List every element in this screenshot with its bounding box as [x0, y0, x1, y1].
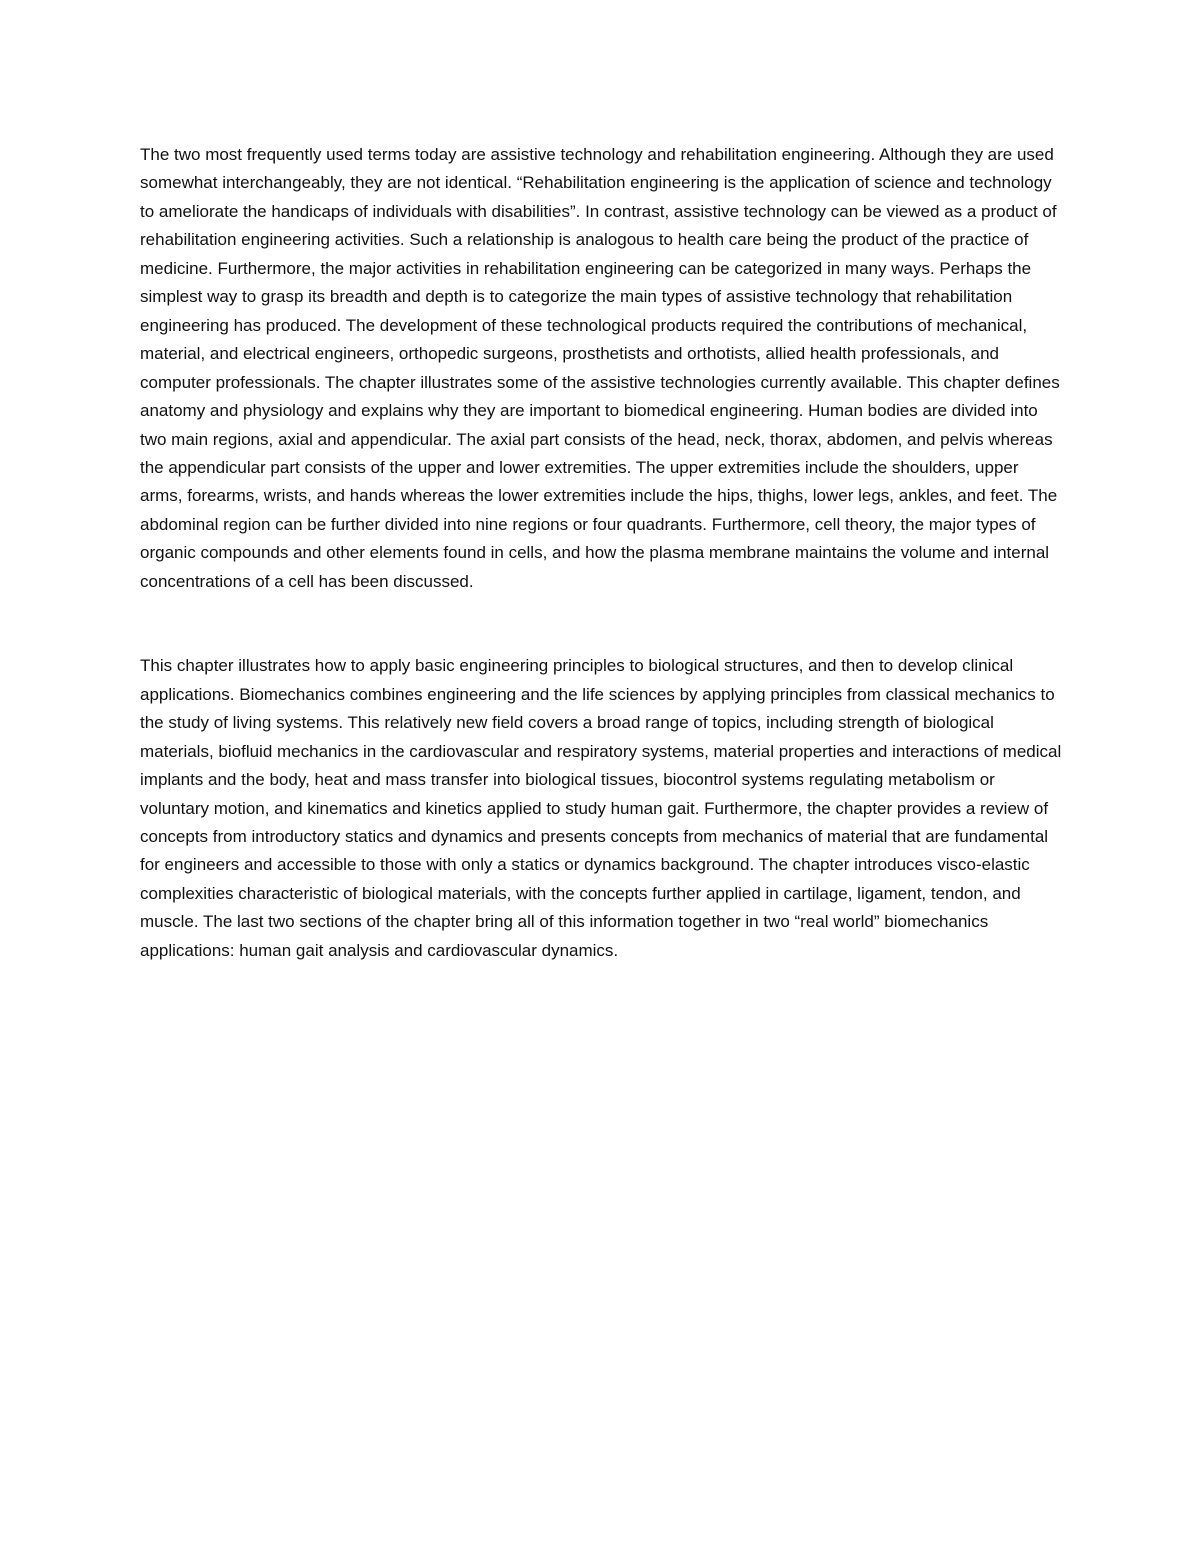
- paragraph-assistive-technology: The two most frequently used terms today are assistive technology and rehabilitation engineering. Although they are used somewhat interchangeably, they are not identical. “Rehabilitation engineering is the application of science and technology to ameliorate the handicaps of individuals with disabilities”. In contrast, assistive technology can be viewed as a product of rehabilitation engineering activities. Such a relationship is analogous to health care being the product of the practice of medicine. Furthermore, the major activities in rehabilitation engineering can be categorized in many ways. Perhaps the simplest way to grasp its breadth and depth is to categorize the main types of assistive technology that rehabilitation engineering has produced. The development of these technological products required the contributions of mechanical, material, and electrical engineers, orthopedic surgeons, prosthetists and orthotists, allied health professionals, and computer professionals. The chapter illustrates some of the assistive technologies currently available. This chapter defines anatomy and physiology and explains why they are important to biomedical engineering. Human bodies are divided into two main regions, axial and appendicular. The axial part consists of the head, neck, thorax, abdomen, and pelvis whereas the appendicular part consists of the upper and lower extremities. The upper extremities include the shoulders, upper arms, forearms, wrists, and hands whereas the lower extremities include the hips, thighs, lower legs, ankles, and feet. The abdominal region can be further divided into nine regions or four quadrants. Furthermore, cell theory, the major types of organic compounds and other elements found in cells, and how the plasma membrane maintains the volume and internal concentrations of a cell has been discussed.: [140, 145, 1060, 591]
- paragraph-biomechanics: This chapter illustrates how to apply basic engineering principles to biological structures, and then to develop clinical applications. Biomechanics combines engineering and the life sciences by applying principles from classical mechanics to the study of living systems. This relatively new field covers a broad range of topics, including strength of biological materials, biofluid mechanics in the cardiovascular and respiratory systems, material properties and interactions of medical implants and the body, heat and mass transfer into biological tissues, biocontrol systems regulating metabolism or voluntary motion, and kinematics and kinetics applied to study human gait. Furthermore, the chapter provides a review of concepts from introductory statics and dynamics and presents concepts from mechanics of material that are fundamental for engineers and accessible to those with only a statics or dynamics background. The chapter introduces visco-elastic complexities characteristic of biological materials, with the concepts further applied in cartilage, ligament, tendon, and muscle. The last two sections of the chapter bring all of this information together in two “real world” biomechanics applications: human gait analysis and cardiovascular dynamics.: [140, 656, 1062, 960]
- document-body: [140, 141, 1065, 965]
